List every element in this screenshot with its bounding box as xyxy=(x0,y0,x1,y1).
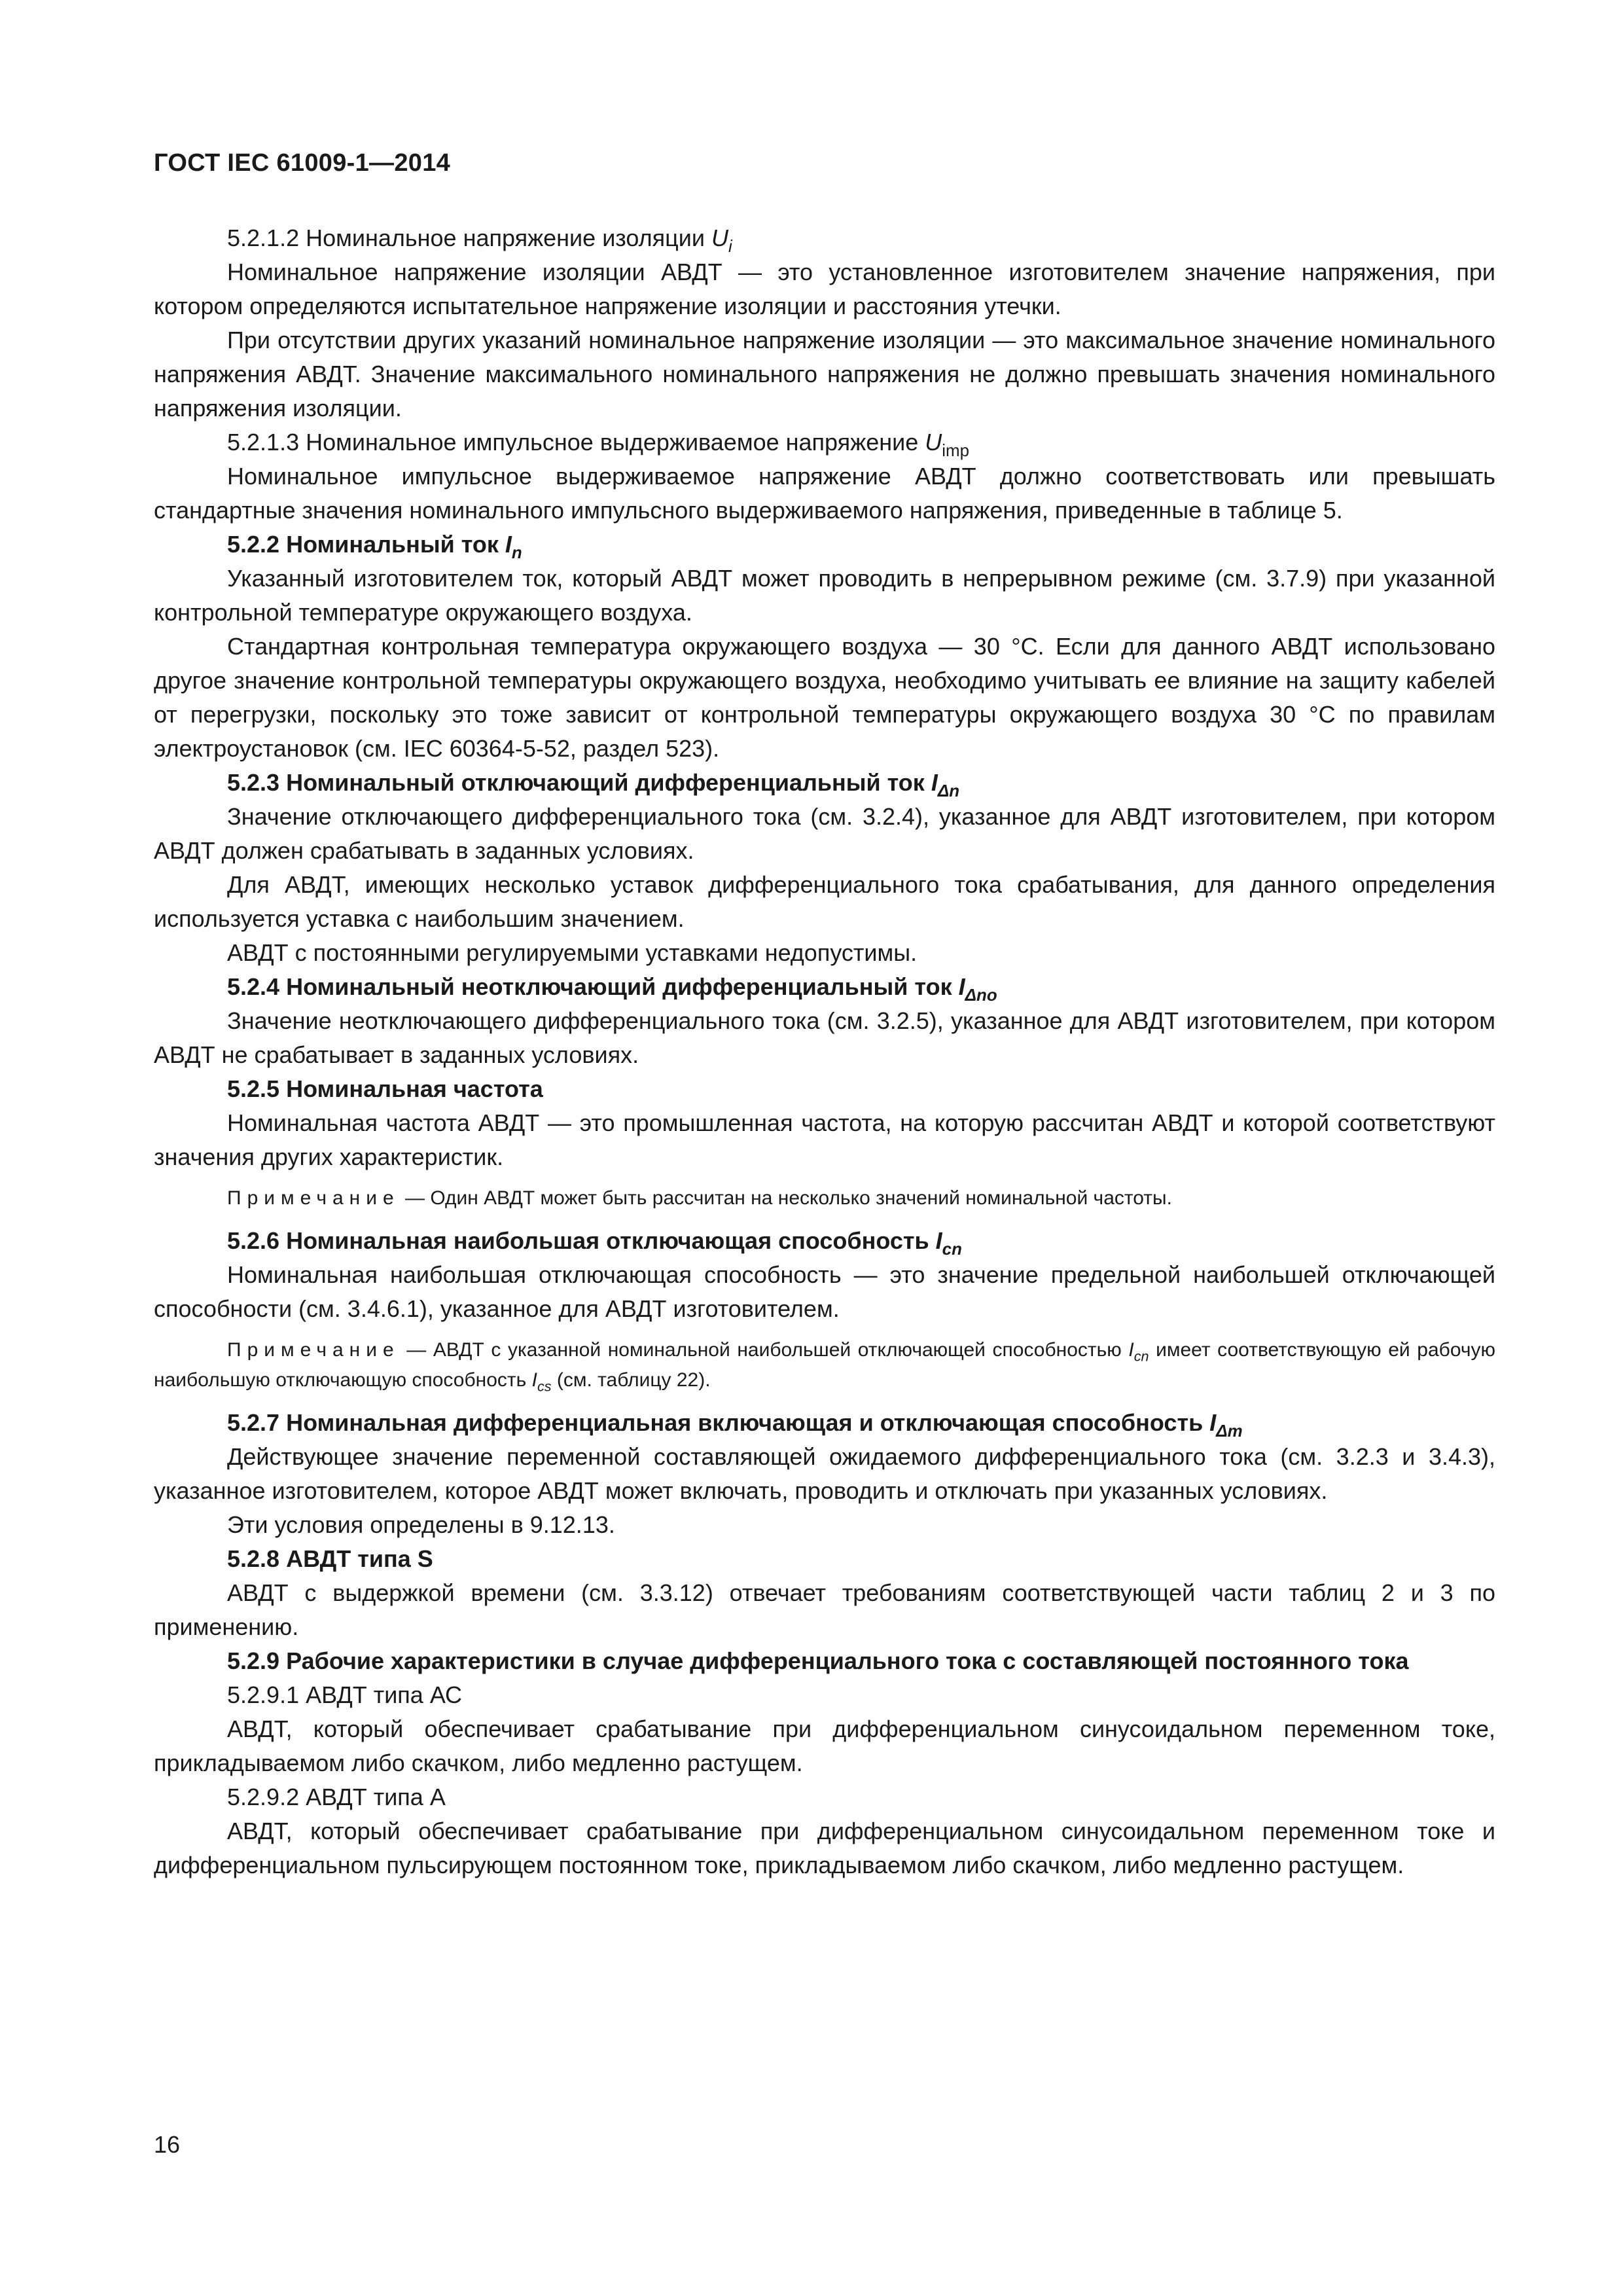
text-run: Действующее значение переменной составляющей ожидаемого дифференциального тока (см. 3.2.3 и 3.4.3), указанное изготовителем, которое АВДТ может включать, проводить и отключать при указанных условиях. xyxy=(154,1443,1495,1504)
section-heading xyxy=(154,1224,1495,1258)
text-run: I xyxy=(935,1227,942,1254)
body-paragraph xyxy=(154,255,1495,323)
text-run: АВДТ с постоянными регулируемыми уставками недопустимы. xyxy=(227,939,918,966)
note-label: Примечание xyxy=(227,1187,400,1209)
text-run: U xyxy=(925,429,942,456)
subscript-text: Δn xyxy=(937,782,960,801)
text-run: 5.2.9.1 АВДТ типа АС xyxy=(227,1681,463,1708)
body-paragraph xyxy=(154,936,1495,970)
text-run: I xyxy=(931,769,938,796)
body-paragraph xyxy=(154,868,1495,936)
text-run: 5.2.9 Рабочие характеристики в случае дифференциального тока с составляющей постоянного тока xyxy=(227,1647,1409,1674)
text-run: — АВДТ с указанной номинальной наибольшей отключающей способностью xyxy=(399,1339,1129,1361)
subscript-text: Δno xyxy=(965,986,997,1005)
text-run: 5.2.2 Номинальный ток xyxy=(227,531,505,558)
text-run: 5.2.6 Номинальная наибольшая отключающая способность xyxy=(227,1227,936,1254)
body-paragraph xyxy=(154,1440,1495,1508)
note-paragraph xyxy=(154,1335,1495,1395)
text-run: Эти условия определены в 9.12.13. xyxy=(227,1511,615,1538)
text-run: I xyxy=(958,973,965,1000)
text-run: Значение отключающего дифференциального тока (см. 3.2.4), указанное для АВДТ изготовителем, при котором АВДТ должен срабатывать в заданных условиях. xyxy=(154,803,1495,864)
subscript-text: cs xyxy=(537,1378,552,1395)
subscript-text: cn xyxy=(942,1240,962,1259)
subscript-text: Δm xyxy=(1216,1422,1243,1441)
body-paragraph xyxy=(154,1780,1495,1814)
body-paragraph xyxy=(154,1814,1495,1882)
body-paragraph xyxy=(154,1678,1495,1712)
text-run: При отсутствии других указаний номинальное напряжение изоляции — это максимальное значение номинального напряжения АВДТ. Значение максимального номинального напряжения не должно превышать значения номинального напряжения изоляции. xyxy=(154,327,1495,422)
text-run: I xyxy=(1209,1409,1217,1436)
body-paragraph xyxy=(154,1258,1495,1326)
text-run: I xyxy=(1128,1339,1134,1361)
body-paragraph xyxy=(154,221,1495,255)
text-run: 5.2.7 Номинальная дифференциальная включающая и отключающая способность xyxy=(227,1409,1210,1436)
text-run: АВДТ с выдержкой времени (см. 3.3.12) отвечает требованиям соответствующей части таблиц 2 и 3 по применению. xyxy=(154,1579,1495,1640)
body-paragraph xyxy=(154,1576,1495,1644)
document-body xyxy=(154,221,1495,1882)
subscript-text: imp xyxy=(942,442,969,461)
text-run: — Один АВДТ может быть рассчитан на несколько значений номинальной частоты. xyxy=(399,1187,1172,1209)
body-paragraph xyxy=(154,323,1495,425)
text-run: Для АВДТ, имеющих несколько уставок дифференциального тока срабатывания, для данного определения используется уставка с наибольшим значением. xyxy=(154,871,1495,932)
section-heading xyxy=(154,1644,1495,1678)
document-header: ГОСТ IEC 61009-1—2014 xyxy=(154,149,451,177)
body-paragraph xyxy=(154,562,1495,630)
note-label: Примечание xyxy=(227,1339,400,1361)
text-run: 5.2.3 Номинальный отключающий дифференциальный ток xyxy=(227,769,931,796)
text-run: Значение неотключающего дифференциального тока (см. 3.2.5), указанное для АВДТ изготовителем, при котором АВДТ не срабатывает в заданных условиях. xyxy=(154,1007,1495,1068)
body-paragraph xyxy=(154,1712,1495,1780)
section-heading xyxy=(154,528,1495,562)
text-run: 5.2.9.2 АВДТ типа А xyxy=(227,1784,446,1810)
section-heading xyxy=(154,970,1495,1004)
text-run: Стандартная контрольная температура окружающего воздуха — 30 °С. Если для данного АВДТ использовано другое значение контрольной температуры окружающего воздуха, необходимо учитывать ее влияние на защиту кабелей от перегрузки, поскольку это тоже зависит от контрольной температуры окружающего воздуха 30 °С по правилам электроустановок (см. IEC 60364-5-52, раздел 523). xyxy=(154,633,1495,762)
body-paragraph xyxy=(154,1004,1495,1072)
text-run: I xyxy=(505,531,512,558)
page-number: 16 xyxy=(154,2131,181,2158)
text-run: 5.2.8 АВДТ типа S xyxy=(227,1545,433,1572)
subscript-text: cn xyxy=(1133,1348,1149,1365)
body-paragraph xyxy=(154,459,1495,528)
text-run: Указанный изготовителем ток, который АВДТ может проводить в непрерывном режиме (см. 3.7.9) при указанной контрольной температуре окружающего воздуха. xyxy=(154,565,1495,626)
section-heading xyxy=(154,1406,1495,1440)
section-heading xyxy=(154,766,1495,800)
note-paragraph xyxy=(154,1183,1495,1213)
body-paragraph xyxy=(154,1106,1495,1174)
text-run: Номинальное напряжение изоляции АВДТ — это установленное изготовителем значение напряжения, при котором определяются испытательное напряжение изоляции и расстояния утечки. xyxy=(154,259,1495,319)
text-run: Номинальная частота АВДТ — это промышленная частота, на которую рассчитан АВДТ и которой соответствуют значения других характеристик. xyxy=(154,1109,1495,1170)
section-heading xyxy=(154,1542,1495,1576)
text-run: (см. таблицу 22). xyxy=(551,1369,711,1391)
text-run: Номинальная наибольшая отключающая способность — это значение предельной наибольшей отключающей способности (см. 3.4.6.1), указанное для АВДТ изготовителем. xyxy=(154,1261,1495,1322)
text-run: 5.2.1.2 Номинальное напряжение изоляции xyxy=(227,224,711,251)
body-paragraph xyxy=(154,1508,1495,1542)
body-paragraph xyxy=(154,425,1495,459)
text-run: Номинальное импульсное выдерживаемое напряжение АВДТ должно соответствовать или превышать стандартные значения номинального импульсного выдерживаемого напряжения, приведенные в таблице 5. xyxy=(154,463,1495,524)
body-paragraph xyxy=(154,630,1495,766)
text-run: I xyxy=(531,1369,537,1391)
text-run: 5.2.5 Номинальная частота xyxy=(227,1075,543,1102)
text-run: имеет соответствующую ей рабочую наибольшую отключающую способность xyxy=(154,1339,1495,1391)
text-run: АВДТ, который обеспечивает срабатывание при дифференциальном синусоидальном переменном токе, прикладываемом либо скачком, либо медленно растущем. xyxy=(154,1715,1495,1776)
text-run: 5.2.1.3 Номинальное импульсное выдерживаемое напряжение xyxy=(227,429,925,456)
text-run: U xyxy=(711,224,728,251)
text-run: 5.2.4 Номинальный неотключающий дифференциальный ток xyxy=(227,973,959,1000)
subscript-text: n xyxy=(511,544,522,563)
text-run: АВДТ, который обеспечивает срабатывание при дифференциальном синусоидальном переменном токе и дифференциальном пульсирующем постоянном токе, прикладываемом либо скачком, либо медленно растущем. xyxy=(154,1818,1495,1878)
section-heading xyxy=(154,1072,1495,1106)
body-paragraph xyxy=(154,800,1495,868)
subscript-text: i xyxy=(728,238,732,257)
